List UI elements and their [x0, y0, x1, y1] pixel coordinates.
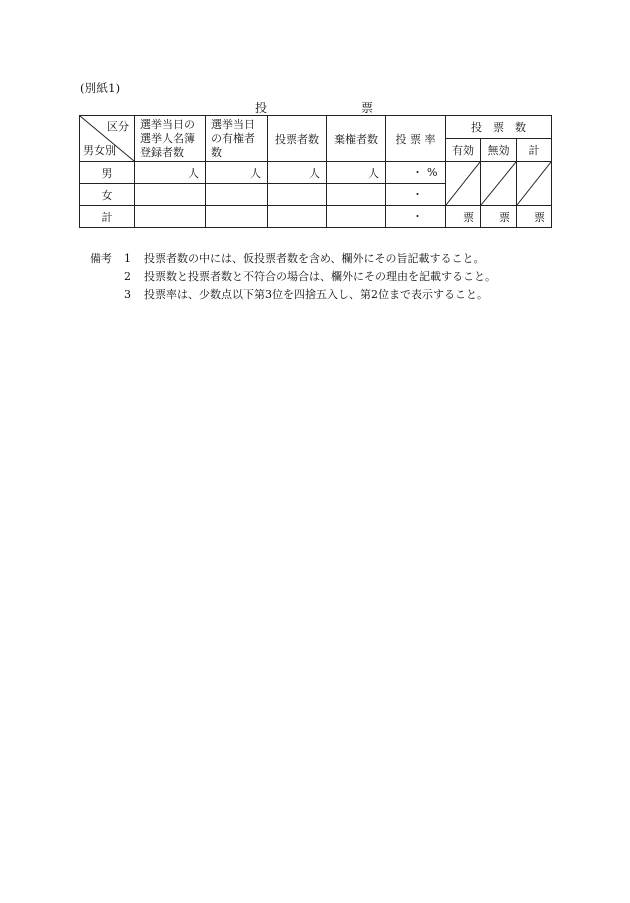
slash-line: [446, 162, 480, 205]
list-item: [90, 250, 496, 268]
corner-label-category: 区分: [107, 120, 129, 133]
table-row: [80, 206, 552, 228]
remarks-heading: 備考: [90, 252, 112, 265]
header-eligible-line3: 数: [211, 145, 222, 159]
header-abstain: 棄権者数: [327, 116, 386, 162]
female-rate-cell: [386, 184, 446, 206]
total-invalid-unit: 票: [481, 206, 517, 228]
female-registered-cell: [135, 184, 206, 206]
header-total: 計: [517, 139, 552, 162]
total-total-unit: 票: [517, 206, 552, 228]
row-label-total: 計: [80, 206, 135, 228]
total-registered-cell: [135, 206, 206, 228]
header-voters: 投票者数: [268, 116, 327, 162]
header-eligible: [206, 116, 268, 162]
total-abstain-cell: [327, 206, 386, 228]
row-label-male: 男: [80, 162, 135, 184]
remark-number: 2: [124, 270, 131, 283]
male-registered-unit: 人: [135, 162, 206, 184]
header-registered-line3: 登録者数: [140, 145, 184, 159]
remarks-section: [90, 250, 496, 304]
vote-count-table: [79, 115, 552, 228]
male-rate-cell: [386, 162, 446, 184]
total-voters-cell: [268, 206, 327, 228]
male-eligible-unit: 人: [206, 162, 268, 184]
total-slash-cell: [517, 162, 552, 206]
corner-header-cell: [80, 116, 135, 162]
table-row: [80, 162, 552, 184]
table-title-left: 投: [255, 101, 268, 115]
invalid-slash-cell: [481, 162, 517, 206]
header-registered: [135, 116, 206, 162]
total-valid-unit: 票: [446, 206, 481, 228]
slash-line: [517, 162, 551, 205]
total-rate-cell: [386, 206, 446, 228]
female-abstain-cell: [327, 184, 386, 206]
corner-label-gender: 男女別: [83, 144, 116, 157]
valid-slash-cell: [446, 162, 481, 206]
header-votes-group: 投 票 数: [446, 116, 552, 139]
list-item: [90, 286, 496, 304]
header-invalid: 無効: [481, 139, 517, 162]
row-label-female: 女: [80, 184, 135, 206]
total-rate-dot: ・: [412, 209, 423, 223]
list-item: [90, 268, 496, 286]
table-title-right: 票: [361, 101, 374, 115]
female-rate-dot: ・: [412, 187, 423, 201]
remark-text: 投票率は、少数点以下第3位を四捨五入し、第2位まで表示すること。: [144, 288, 488, 301]
header-eligible-line2: の有権者: [211, 131, 255, 145]
header-registered-line1: 選挙当日の: [140, 117, 195, 131]
male-voters-unit: 人: [268, 162, 327, 184]
female-eligible-cell: [206, 184, 268, 206]
header-valid: 有効: [446, 139, 481, 162]
remark-text: 投票者数の中には、仮投票者数を含め、欄外にその旨記載すること。: [144, 252, 485, 265]
attachment-label: (別紙1): [80, 81, 121, 95]
slash-line: [481, 162, 516, 205]
remark-number: 3: [124, 288, 131, 301]
total-eligible-cell: [206, 206, 268, 228]
male-rate-dot: ・: [412, 165, 423, 179]
male-rate-unit: %: [427, 165, 438, 179]
header-registered-line2: 選挙人名簿: [140, 131, 195, 145]
remark-text: 投票数と投票者数と不符合の場合は、欄外にその理由を記載すること。: [144, 270, 496, 283]
header-eligible-line1: 選挙当日: [211, 117, 255, 131]
female-voters-cell: [268, 184, 327, 206]
male-abstain-unit: 人: [327, 162, 386, 184]
header-rate: 投 票 率: [386, 116, 446, 162]
remark-number: 1: [124, 252, 131, 265]
